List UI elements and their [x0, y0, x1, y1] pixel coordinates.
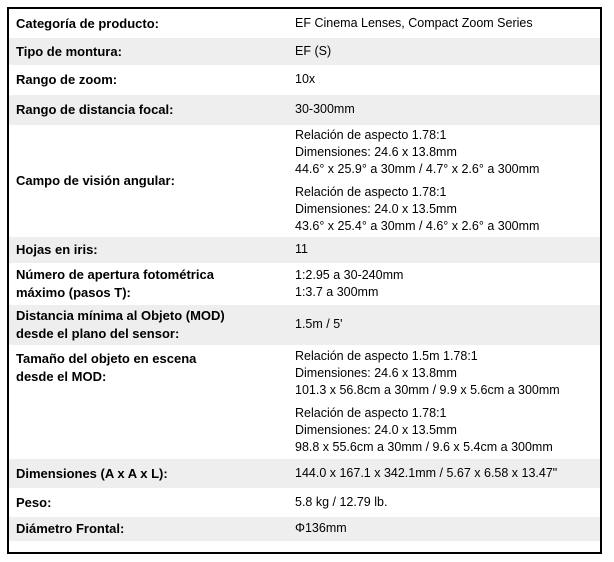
row-label: Tipo de montura:: [9, 38, 286, 65]
value-line: Relación de aspecto 1.78:1: [295, 184, 447, 199]
value-line: 1:3.7 a 300mm: [295, 285, 379, 299]
value-line: Relación de aspecto 1.78:1: [295, 405, 447, 420]
row-label: Hojas en iris:: [9, 237, 286, 263]
row-value: 144.0 x 167.1 x 342.1mm / 5.67 x 6.58 x 13.47": [286, 459, 600, 488]
value-line: 1:2.95 a 30-240mm: [295, 267, 404, 282]
value-line: 43.6° x 25.4° a 30mm / 4.6° x 2.6° a 300mm: [295, 219, 540, 234]
row-label: Rango de zoom:: [16, 72, 118, 87]
label-line: desde el plano del sensor:: [16, 326, 180, 341]
value-group: [295, 267, 403, 302]
row-value: [286, 263, 600, 305]
row-value: 11: [286, 237, 600, 263]
row-value: [286, 345, 600, 459]
value-line: 101.3 x 56.8cm a 30mm / 9.9 x 5.6cm a 300mm: [295, 383, 560, 398]
row-value: [286, 125, 600, 237]
row-value: 1.5m / 5': [286, 305, 600, 345]
row-label: Dimensiones (A x A x L):: [9, 459, 286, 488]
value-line: 44.6° x 25.9° a 30mm / 4.7° x 2.6° a 300mm: [295, 162, 540, 177]
row-label: Categoría de producto:: [16, 15, 160, 31]
row-label: Peso:: [16, 494, 52, 510]
row-label: Diámetro Frontal:: [9, 517, 286, 541]
row-label: Campo de visión angular:: [16, 173, 175, 188]
label-line: máximo (pasos T):: [16, 285, 131, 300]
label-line: Distancia mínima al Objeto (MOD): [16, 308, 225, 323]
row-value: EF Cinema Lenses, Compact Zoom Series: [295, 15, 533, 30]
value-line: Relación de aspecto 1.78:1: [295, 127, 447, 142]
label-line: desde el MOD:: [16, 369, 107, 384]
value-line: Dimensiones: 24.0 x 13.5mm: [295, 201, 457, 216]
value-line: Relación de aspecto 1.5m 1.78:1: [295, 348, 478, 363]
row-label: Rango de distancia focal:: [9, 95, 286, 125]
value-group: [295, 405, 553, 457]
value-line: Dimensiones: 24.0 x 13.5mm: [295, 422, 457, 437]
row-value: 10x: [295, 72, 316, 87]
row-label: [9, 345, 286, 459]
row-label: [9, 305, 286, 345]
row-value: 30-300mm: [286, 95, 600, 125]
value-line: Dimensiones: 24.6 x 13.8mm: [295, 365, 457, 380]
value-line: Dimensiones: 24.6 x 13.8mm: [295, 144, 457, 159]
value-group: [295, 184, 539, 236]
row-value: EF (S): [286, 38, 600, 65]
value-group: [295, 127, 539, 179]
row-label: [9, 263, 286, 305]
row-value: 5.8 kg / 12.79 lb.: [295, 494, 388, 509]
label-line: Tamaño del objeto en escena: [16, 351, 197, 366]
specifications-table: [7, 7, 602, 554]
row-value: Φ136mm: [286, 517, 600, 541]
label-line: Número de apertura fotométrica: [16, 267, 214, 282]
value-line: 98.8 x 55.6cm a 30mm / 9.6 x 5.4cm a 300mm: [295, 440, 553, 455]
value-group: [295, 348, 560, 400]
